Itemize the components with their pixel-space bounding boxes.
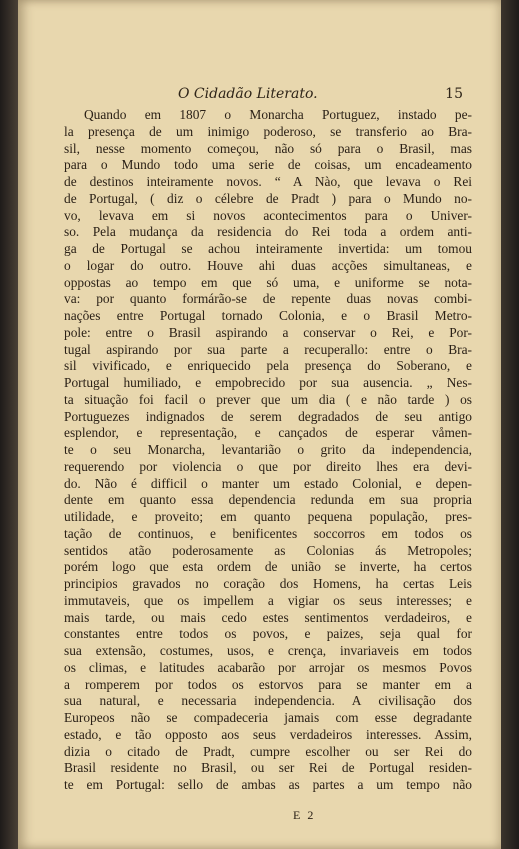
text-line: immutaveis, que os impellem a vigiar os seus interesses; e <box>64 592 472 608</box>
next-page-edge <box>501 0 519 849</box>
text-line: pole: entre o Brasil aspirando a conservar o Rei, e Por- <box>64 324 472 340</box>
text-line: porém logo que esta ordem de união se inverte, ha certos <box>64 559 472 575</box>
page-number: 15 <box>445 86 463 102</box>
book-page <box>18 0 501 849</box>
text-line: a romperem por todos os estorvos para se manter em a <box>64 676 472 692</box>
text-line: para o Mundo todo uma serie de coisas, um encadeamento <box>64 157 472 173</box>
text-line: la presença de um inimigo poderoso, se transferio ao Bra- <box>64 123 472 139</box>
text-line: te o seu Monarcha, levantarião o grito da independencia, <box>64 442 472 457</box>
text-line: Portugal humiliado, e empobrecido por sua ausencia. „ Nes- <box>64 375 472 390</box>
text-line: dente em quanto essa dependencia redunda em sua propria <box>64 492 472 508</box>
text-line: sua extensão, costumes, usos, e crença, invariaveis em todos <box>64 643 472 658</box>
text-line: nações entre Portugal tornado Colonia, e o Brasil Metro- <box>64 308 472 323</box>
text-line: utilidade, e proveito; em quanto pequena população, pres- <box>64 509 472 524</box>
text-line: dizia o citado de Pradt, cumpre escolher ou ser Rei do <box>64 743 472 759</box>
page-header <box>18 86 501 106</box>
text-line: Europeos não se compadeceria jamais com esse degradante <box>64 710 472 725</box>
text-line: sil, nesse momento começou, não só para o Brasil, mas <box>64 140 472 156</box>
text-line: o logar do outro. Houve ahi duas acções simultaneas, e <box>64 257 472 273</box>
text-line: requerendo por violencia o que por direito lhes era devi- <box>64 458 472 474</box>
text-line: estado, e tão opposto aos seus verdadeiros interesses. Assim, <box>64 726 472 742</box>
text-line: tugal aspirando por sua parte a recuperallo: entre o Bra- <box>64 341 472 357</box>
body-text <box>64 107 472 794</box>
signature-mark: E 2 <box>293 808 316 822</box>
running-title: O Cidadão Literato. <box>178 86 318 102</box>
text-line: Portuguezes indignados de serem degradados de seu antigo <box>64 408 472 424</box>
text-line: constantes entre todos os povos, e paizes, seja qual for <box>64 626 472 642</box>
text-line: sil vivificado, e enriquecido pela presença do Soberano, e <box>64 358 472 374</box>
text-line: oppostas ao tempo em que só uma, e uniforme se nota- <box>64 274 472 290</box>
book-gutter <box>0 0 18 849</box>
text-line: Quando em 1807 o Monarcha Portuguez, instado pe- <box>84 107 472 122</box>
text-line: principios gravados no coração dos Homens, ha certas Leis <box>64 576 472 591</box>
text-line: sua natural, e necessaria independencia. A civilisação dos <box>64 693 472 709</box>
text-line: esplendor, e representação, e cançados de esperar våmen- <box>64 425 472 441</box>
text-line: te em Portugal: sello de ambas as partes a um tempo não <box>64 777 472 792</box>
text-line: mais tarde, ou mais cedo estes sentimentos verdadeiros, e <box>64 609 472 625</box>
text-line: so. Pela mudança da residencia do Rei toda a ordem anti- <box>64 224 472 240</box>
text-line: va: por quanto formárão-se de repente duas novas combi- <box>64 291 472 307</box>
text-line: tação de continuos, e benificentes soccorros em todos os <box>64 525 472 541</box>
text-line: Brasil residente no Brasil, ou ser Rei de Portugal residen- <box>64 760 472 776</box>
text-line: sentidos atão poderosamente as Colonias ás Metropoles; <box>64 542 472 558</box>
text-line: ta situação foi facil o prever que um dia ( e não tarde ) os <box>64 391 472 407</box>
text-line: vo, levava em si novos acontecimentos para o Univer- <box>64 207 472 223</box>
text-line: ga de Portugal se achou inteiramente invertida: um tomou <box>64 241 472 256</box>
text-line: os climas, e latitudes acabarão por arrojar os mesmos Povos <box>64 659 472 675</box>
text-line: de Portugal, ( diz o célebre de Pradt ) para o Mundo no- <box>64 190 472 206</box>
text-line: do. Não é difficil o manter um estado Colonial, e depen- <box>64 475 472 491</box>
text-line: de destinos inteiramente novos. “ A Nào, que levava o Rei <box>64 174 472 189</box>
